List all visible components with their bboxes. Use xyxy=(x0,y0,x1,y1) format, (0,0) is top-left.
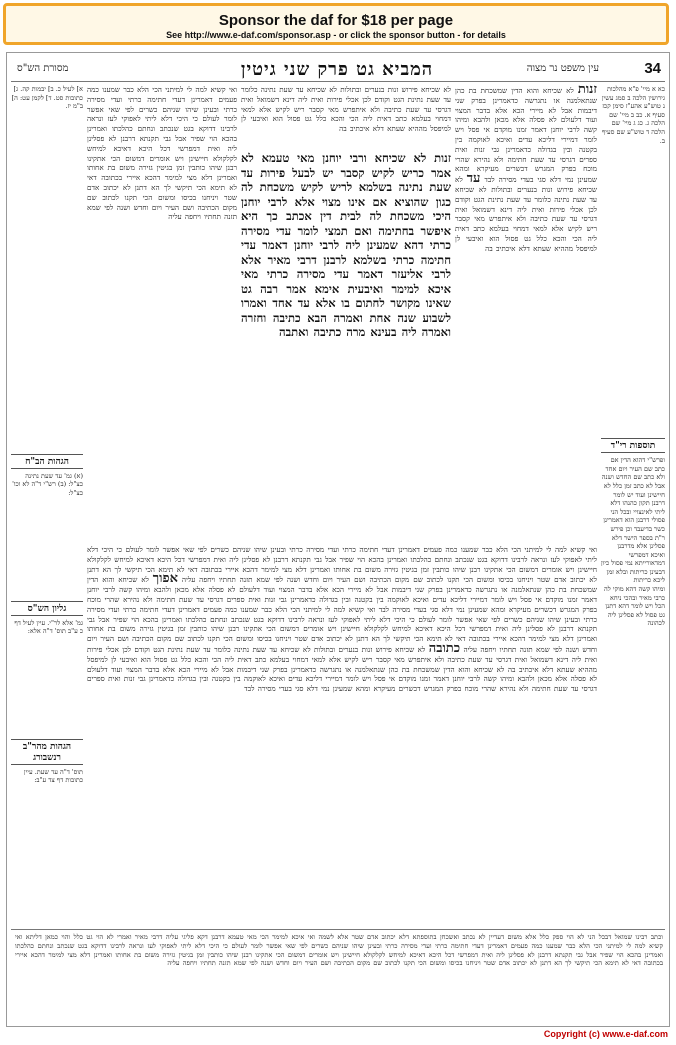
lower-headword-2: כתובה xyxy=(428,640,461,656)
lower-commentary-text xyxy=(87,545,597,694)
gemara-column xyxy=(241,85,451,540)
tosafot-body-2: לא שכיחא פירוש זנות בנערים ובתולות לא שכיחא עד שעת נתינה כלומר עד שעת נתינת הגט וקודם לכן אכלי פירות ואית ליה דינא דשמואל ואית דגרסי עד שעת כתיבה ולא איתפרש מאי קסבר ריש לקיש אלא למאי דמחוי בעלמא כתב דאית ליה הכי והכא כלל גט פסול הוא ואיבעי לן למיפסל מההיא שעתא דלא איכתיב בה xyxy=(455,175,597,253)
hagahot-margin-heading: הגהות מהר"ב רנשבורג xyxy=(11,739,83,765)
lower-text-e: לא שכיחא והוא הדין שמשכחת בת כהן שנתאלמנה או נתגרשה כדאמרינן בפרק שני דיבמות אבל לא מיירי הכא אלא בדבר המצוי ועוד דלעולם לא פסלה אלא מכאן ולהבא ומיהו קשה לרבי יוחנן דאמר זמנו מוקדם אי פסל ויש לומר דמיירי דליכא עדים ואיכא לאוקמה בין בקטנה ובין בגדולה כדאמרינן גבי זנות ואית ספרים דגרסי עד שעת חתימה ולא נהירא שהרי מוכח בפרק המגרש דכשרים מעיקרא ומהא שמעינן נמי דלא סגי בעדי מסירה לבד xyxy=(87,664,597,694)
gemara-text: זנות לא שכיחא ורבי יוחנן מאי טעמא לא אמר כריש לקיש קסבר יש לבעל פירות עד שעת נתינה בשלמא לריש לקיש משכחת לה כגון שהוציא אם אינו מצוי אלא לרבי יוחנן היכי משכחת לה לבית דין אכתב כך היא איפשר בחתימה ואם תמצי לומר עדי מסירה כרתי דהא שמעינן ליה לרבי יוחנן דאמר עדי חתימה כרתי בשלמא לרבנן דרבי מאיר אלא לרבי אליעזר דאמר עדי מסירה כרתי מאי איכא למימר ואיבעית אימא אמר רבה גט שאינו מקושר לחתום בו אלא עד אחד ואמרו לשבוע שנה אחת ואמרה הבא כתיבה וחזרה ואמרה ליה בעינא מרה כתיבה ואתבה xyxy=(241,151,451,339)
sponsor-title: Sponsor the daf for $18 per page xyxy=(218,12,454,29)
hagahot-habach-text: (א) גמ' עד שעת נתינה כצ"ל: (ב) רש"י ד"ה לא וכו' כצ"ל: xyxy=(12,471,83,497)
page-number: 34 xyxy=(644,60,661,77)
tosafot-text xyxy=(455,85,597,254)
gilyon-hashas-heading: גליון הש"ס xyxy=(11,601,83,616)
tosafot-column xyxy=(455,85,597,540)
tosafot-rid-text: ופרש"י דהוא הדין אם כתב שם העיר ויום אחד ולא כתב שם החדש ושנה אבל לא כתב זמן כלל לא חיישינן ועוד יש לומר דרבנן תקון כהנהו דלא ליתי לאינצויי ובכל הני פסולי דרבנן הוא דאמרינן כשר בדיעבד וכן פירש ר"ת בספר הישר דלא פסלינן אלא מדרבנן ואיכא דמפרשי דמדאורייתא נמי פסול כיון דבעינן כריתות ובלא זמן ליכא כריתות xyxy=(601,456,665,585)
footnote-b: ואי קשיא למה לי למיתני הכי הלא כבר שמענו כמה פעמים דאמרינן דעדי חתימה כרתי ועדי מסירה כרתי ובעינן שיהו שניהם כשרים לפי שאי אפשר לומר לעולם כי היכי דלא ליתי לאפוקי לעז ונראה לרבינו דדוקא בגט שנכתב ונחתם כהלכתו ואמרינן בהכא הוי שפיר אבל גבי תקנתא דרבנן לא פסלינן ליה ואית דמפרשי דכל היכא דאיכא למיחש לקלקולא חיישינן ויש אומרים דמשום הכי אתקינו רבנן שיהו כותבין זמן בגיטין גזירה משום בת אחותו ואמרינן דלא מצי למימר דהכא איירי בכתובה דאי לא תימא הכי תיקשי לך הא דתנן לא יכתוב אדם שטר ויניחנו בכיסו ומשום הכי תקנו לכתוב שם מקום הכתיבה ושם העיר ויום וחדש ושנה לפי שמא תזנה תחתיו ויחפה עליה xyxy=(15,933,663,968)
header-rule xyxy=(11,81,665,82)
tosafot-headword: זנות xyxy=(577,85,597,97)
ein-mishpat-label: עין משפט נר מצוה xyxy=(526,63,599,74)
rashi-headword: עד xyxy=(466,171,481,187)
talmud-page xyxy=(6,52,670,1027)
commentary-left-column xyxy=(87,85,237,540)
hagahot-margin-text: תוס' ד"ה עד שעת. עיין כתובות דף צד ע"ב: xyxy=(23,767,83,785)
copyright-link[interactable]: Copyright (c) www.e-daf.com xyxy=(543,1029,668,1039)
lower-text-c: ואי קשיא למה לי למיתני הכי הלא כבר שמענו כמה פעמים דאמרינן דעדי חתימה כרתי ועדי מסירה כרתי ובעינן שיהו שניהם כשרים לפי שאי אפשר לומר לעולם כי היכי דלא ליתי לאפוקי לעז ונראה לרבינו דדוקא בגט שנכתב ונחתם כהלכתו ואמרינן בהכא הוי שפיר אבל גבי תקנתא דרבנן לא פסלינן ליה ואית דמפרשי דכל היכא דאיכא למיחש לקלקולא חיישינן ויש אומרים דמשום הכי אתקינו רבנן שיהו כותבין זמן בגיטין גזירה משום בת אחותו ואמרינן דלא מצי למימר דהכא איירי בכתובה דאי לא תימא הכי תיקשי לך הא דתנן לא יכתוב אדם שטר ויניחנו בכיסו ומשום הכי תקנו לכתוב שם מקום הכתיבה ושם העיר ויום וחדש ושנה לפי שמא תזנה תחתיו ויחפה עליה xyxy=(87,604,597,654)
footnote-a: וכתב רבינו שמואל דבכל הני לא הוי ספק כלל אלא משום דעדיין לא נכתב ואשכחן בתוספתא דלא יכתוב אדם שטר אלא לשמה ואי איכא למימר הכי מאי טעמא דרבנן דקא פליגי עליה דרבי מאיר ואמרי לא הוי גט כלל והוי כמאן דליתא xyxy=(25,933,663,941)
right-sidebar xyxy=(601,85,665,995)
sponsor-banner[interactable] xyxy=(3,3,669,45)
masoret-label: מסורת הש"ס xyxy=(17,63,69,74)
lower-headword: אפוך xyxy=(152,571,178,587)
page-header xyxy=(7,57,669,83)
lower-text-d: לא שכיחא פירוש זנות בנערים ובתולות לא שכיחא עד שעת נתינה כלומר עד שעת נתינת הגט וקודם לכן אכלי פירות ואית ליה דינא דשמואל ואית דגרסי עד שעת כתיבה ולא איתפרש מאי קסבר ריש לקיש אלא למאי דמחוי בעלמא כתב דאית ליה הכי והכא כלל גט פסול הוא ואיבעי לן למיפסל מההיא שעתא דלא איכתיב בה xyxy=(87,644,597,674)
ein-mishpat-text: כא א מיי' פ"א מהלכות גירושין הלכה ב סמג עשין נ טוש"ע אהע"ז סימן קכז סעיף א. כב ב מיי' שם הלכה ג. כג ג מיי' שם הלכה ד טוש"ע שם סעיף ב. xyxy=(601,85,665,145)
footnote-rule xyxy=(11,929,665,930)
tosafot-body: לא שכיחא והוא הדין שמשכחת בת כהן שנתאלמנה או נתגרשה כדאמרינן בפרק שני דיבמות אבל לא מיירי הכא אלא בדבר המצוי ועוד דלעולם לא פסלה אלא מכאן ולהבא ומיהו קשה לרבי יוחנן דאמר זמנו מוקדם אי פסל ויש לומר דמיירי דליכא עדים ואיכא לאוקמה בין בקטנה ובין בגדולה כדאמרינן גבי זנות ואית ספרים דגרסי עד שעת חתימה ולא נהירא שהרי מוכח בפרק המגרש דכשרים מעיקרא ומהא שמעינן נמי דלא סגי בעדי מסירה לבד xyxy=(455,86,597,185)
gilyon-hashas-text: גמ' אלא לר"י. עיין לעיל דף כ ע"ב תוס' ד"ה אלא: xyxy=(14,618,83,636)
footnote-text xyxy=(15,933,663,968)
lower-commentary xyxy=(87,545,597,925)
lower-text-a: ואי קשיא למה לי למיתני הכי הלא כבר שמענו כמה פעמים דאמרינן דעדי חתימה כרתי ועדי מסירה כרתי ובעינן שיהו שניהם כשרים לפי שאי אפשר לומר לעולם כי היכי דלא ליתי לאפוקי לעז ונראה לרבינו דדוקא בגט שנכתב ונחתם כהלכתו ואמרינן בהכא הוי שפיר אבל גבי תקנתא דרבנן לא פסלינן ליה ואית דמפרשי דכל היכא דאיכא למיחש לקלקולא חיישינן ויש אומרים דמשום הכי אתקינו רבנן שיהו כותבין זמן בגיטין גזירה משום בת אחותו ואמרינן דלא מצי למימר דהכא איירי בכתובה דאי לא תימא הכי תיקשי לך הא דתנן לא יכתוב אדם שטר ויניחנו בכיסו ומשום הכי תקנו לכתוב שם מקום הכתיבה ושם העיר ויום וחדש ושנה לפי שמא תזנה תחתיו ויחפה עליה xyxy=(87,545,597,585)
footnotes xyxy=(15,933,663,1013)
masoret-text: א] לעיל כ. ב] יבמות קה. ג] כתובות סט. ד] לקמן עט: ה] ב"מ יז. xyxy=(11,85,83,111)
lower-text-b: לא שכיחא והוא הדין שמשכחת בת כהן שנתאלמנה או נתגרשה כדאמרינן בפרק שני דיבמות אבל לא מיירי הכא אלא בדבר המצוי ועוד דלעולם לא פסלה אלא מכאן ולהבא ומיהו קשה לרבי יוחנן דאמר זמנו מוקדם אי פסל ויש לומר דמיירי דליכא עדים ואיכא לאוקמה בין בקטנה ובין בגדולה כדאמרינן גבי זנות ואית ספרים דגרסי עד שעת חתימה ולא נהירא שהרי מוכח בפרק המגרש דכשרים מעיקרא ומהא שמעינן נמי דלא סגי בעדי מסירה לבד xyxy=(87,575,597,614)
hagahot-habach-heading: הגהות הב"ח xyxy=(11,454,83,469)
sponsor-subtitle[interactable]: See http://www.e-daf.com/sponsor.asp - or click the sponsor button - for details xyxy=(166,30,506,40)
tosafot-rid-text-2: ומיהו קשה דהא מוקי לה כרבי מאיר ובהכי ניחא הכל ויש לומר דהא דתנן גט פסול לא פסלינן ליה לכהונה xyxy=(604,585,665,628)
gemara-top-rashi: לא שכיחא פירוש זנות בנערים ובתולות לא שכיחא עד שעת נתינה כלומר עד שעת נתינת הגט וקודם לכן אכלי פירות ואית ליה דינא דשמואל ואית דגרסי עד שעת כתיבה ולא איתפרש מאי קסבר ריש לקיש אלא למאי דמחוי בעלמא כתב דאית ליה הכי והכא כלל גט פסול הוא ואיבעי לן למיפסל מההיא שעתא דלא איכתיב בה xyxy=(241,85,451,134)
left-sidebar xyxy=(11,85,83,995)
tosafot-rid-heading: תוספות רי"ד xyxy=(601,438,665,453)
commentary-left-text: ואי קשיא למה לי למיתני הכי הלא כבר שמענו כמה פעמים דאמרינן דעדי חתימה כרתי ועדי מסירה כרתי ובעינן שיהו שניהם כשרים לפי שאי אפשר לומר לעולם כי היכי דלא ליתי לאפוקי לעז ונראה לרבינו דדוקא בגט שנכתב ונחתם כהלכתו ואמרינן בהכא הוי שפיר אבל גבי תקנתא דרבנן לא פסלינן ליה ואית דמפרשי דכל היכא דאיכא למיחש לקלקולא חיישינן ויש אומרים דמשום הכי אתקינו רבנן שיהו כותבין זמן בגיטין גזירה משום בת אחותו ואמרינן דלא מצי למימר דהכא איירי בכתובה דאי לא תימא הכי תיקשי לך הא דתנן לא יכתוב אדם שטר ויניחנו בכיסו ומשום הכי תקנו לכתוב שם מקום הכתיבה ושם העיר ויום וחדש ושנה לפי שמא תזנה תחתיו ויחפה עליה xyxy=(87,85,237,222)
page-title: המביא גט פרק שני גיטין xyxy=(240,59,434,80)
